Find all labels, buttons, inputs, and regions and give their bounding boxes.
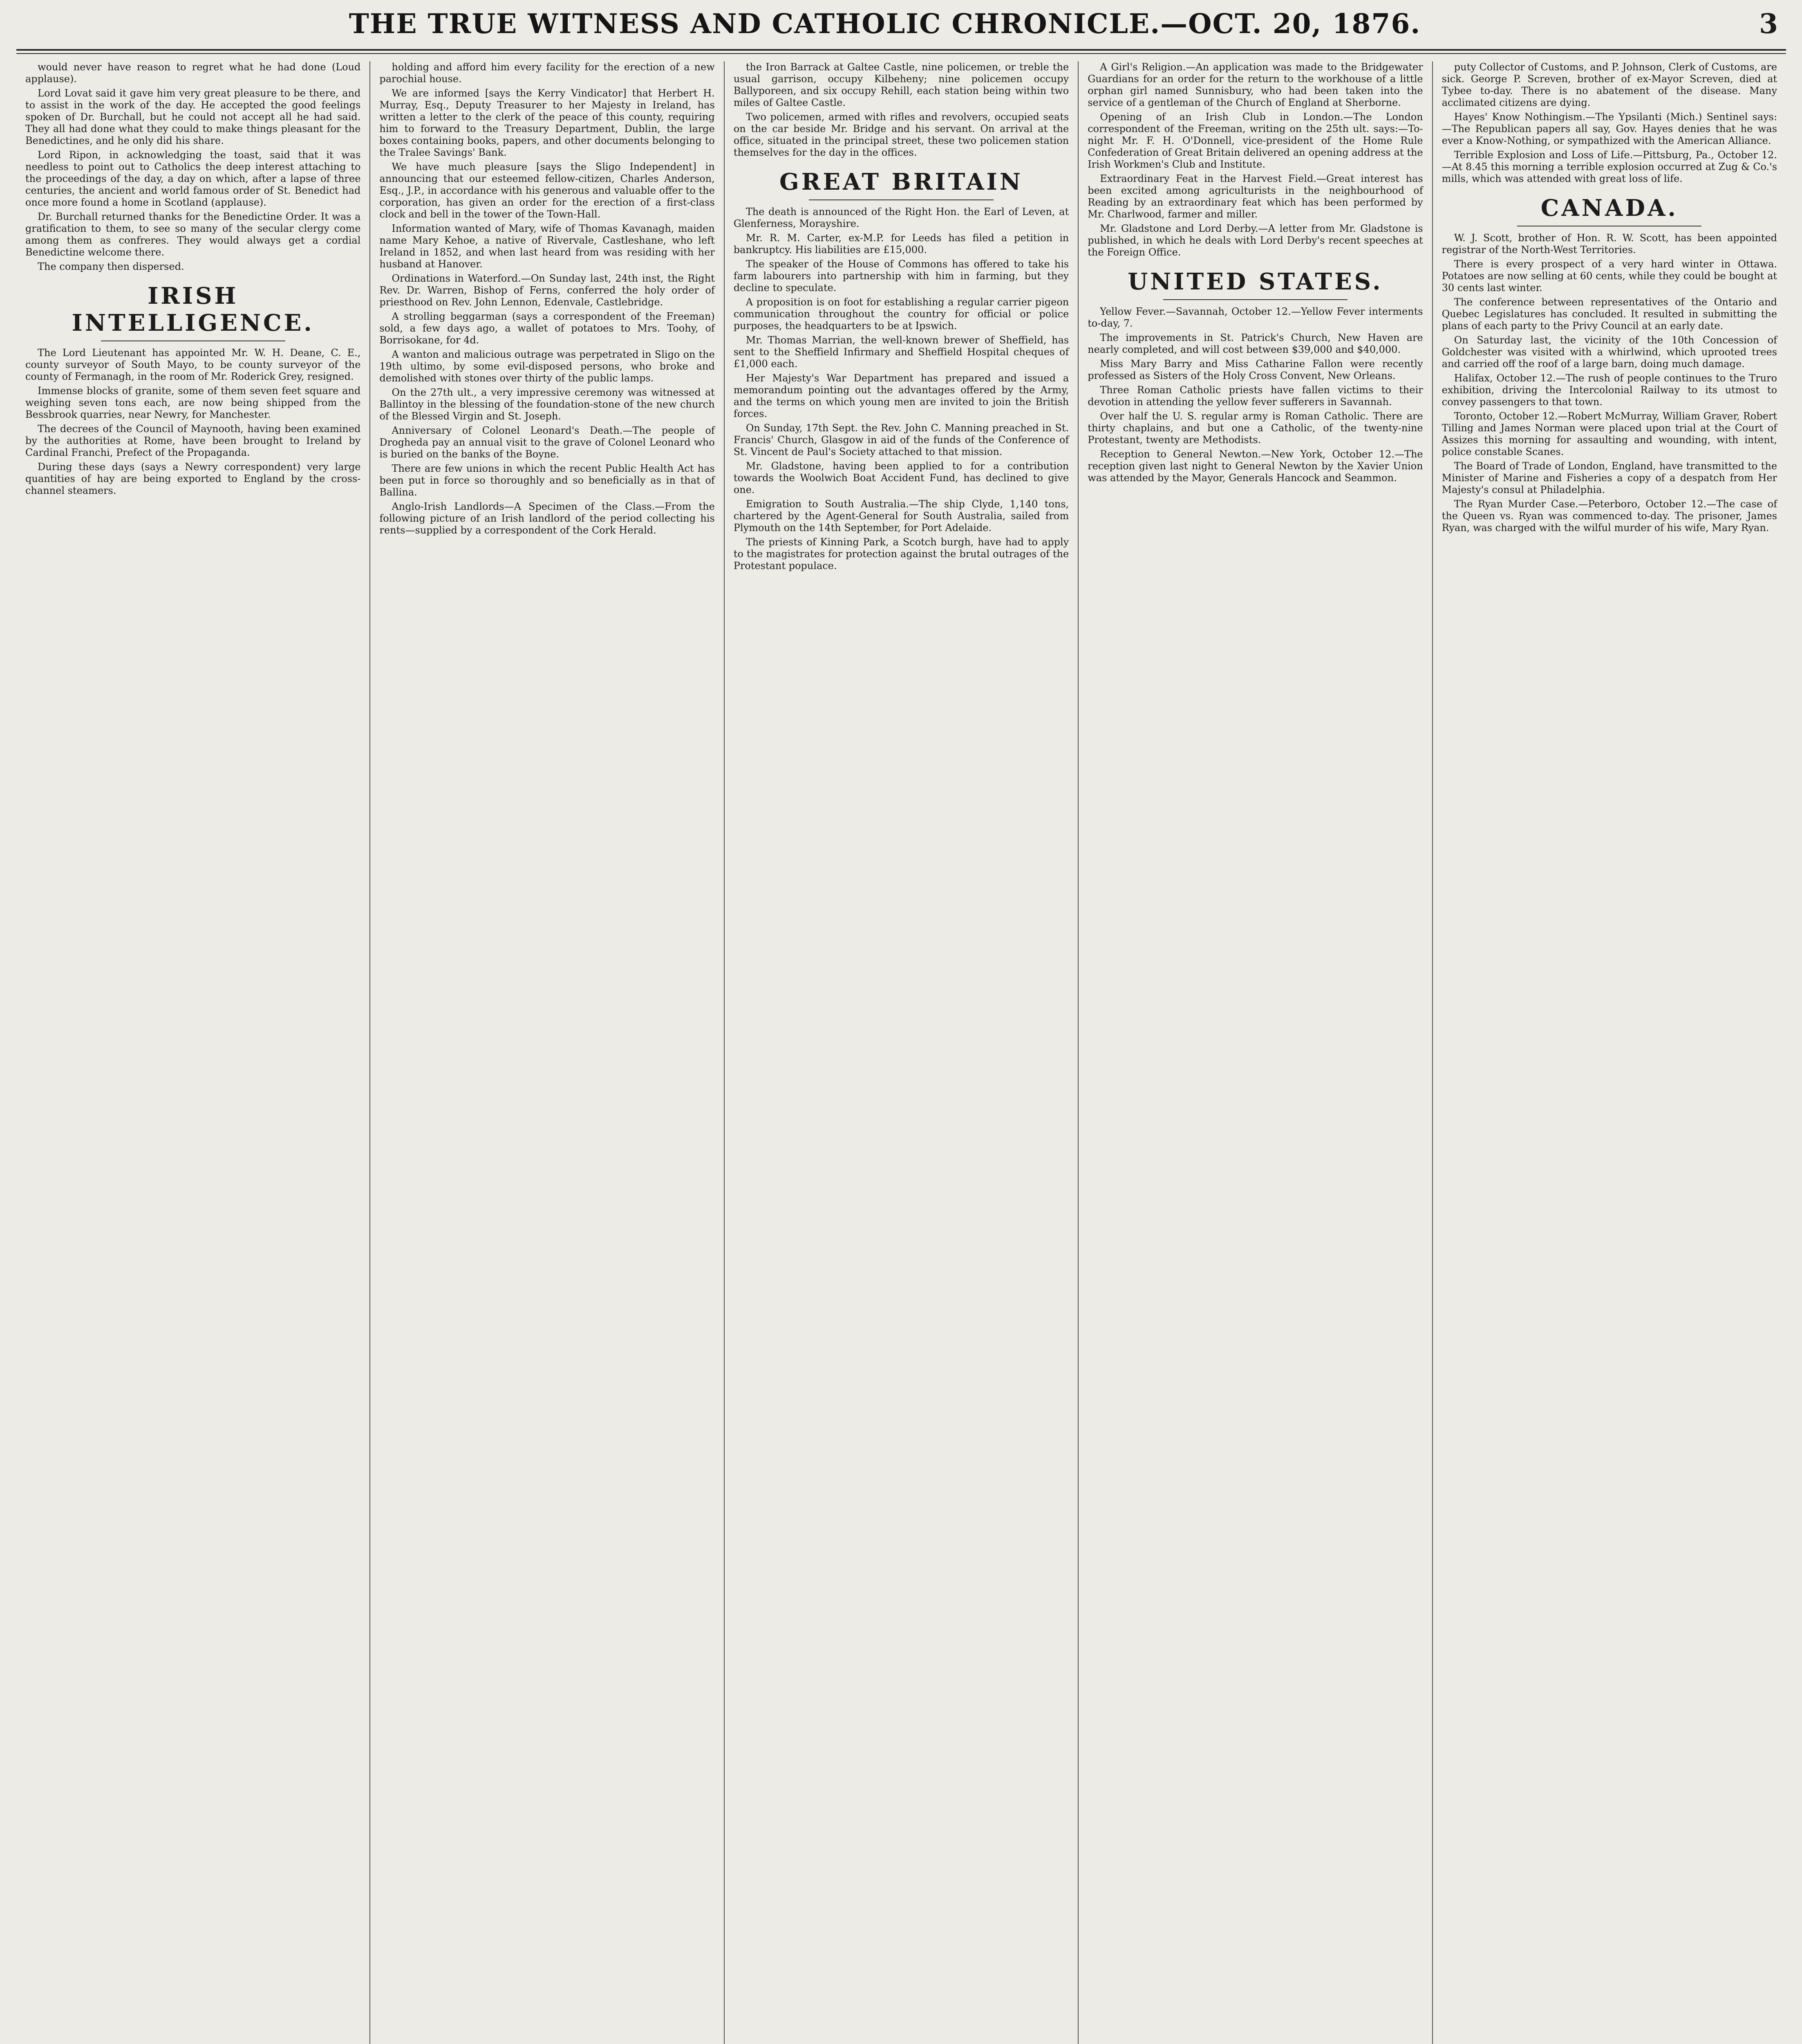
- article-paragraph: The conference between representatives of the Ontario and Quebec Legislatures has concluded. It resulted in submitting the plans of each party to the Privy Council at an early date.: [1442, 296, 1777, 332]
- article-paragraph: We have much pleasure [says the Sligo Independent] in announcing that our esteemed fellow-citizen, Charles Anderson, Esq., J.P., in accordance with his generous and valuable offer to the corporation, has given an order for the erection of a first-class clock and bell in the tower of the Town-Hall.: [379, 161, 715, 220]
- masthead-rule-thin: [16, 53, 1786, 54]
- article-paragraph: On Sunday, 17th Sept. the Rev. John C. Manning preached in St. Francis' Church, Glasgow in aid of the funds of the Conference of St. Vincent de Paul's Society attached to that mission.: [733, 422, 1069, 457]
- article-paragraph: would never have reason to regret what he had done (Loud applause).: [25, 61, 361, 85]
- column-5: [1433, 61, 1786, 2044]
- article-paragraph: Ordinations in Waterford.—On Sunday last, 24th inst, the Right Rev. Dr. Warren, Bishop of Ferns, conferred the holy order of priesthood on Rev. John Lennon, Edenvale, Castlebridge.: [379, 273, 715, 308]
- article-paragraph: holding and afford him every facility for the erection of a new parochial house.: [379, 61, 715, 85]
- article-paragraph: Emigration to South Australia.—The ship Clyde, 1,140 tons, chartered by the Agent-General for South Australia, sailed from Plymouth on the 14th September, for Port Adelaide.: [733, 498, 1069, 533]
- article-paragraph: A Girl's Religion.—An application was made to the Bridgewater Guardians for an order for the return to the workhouse of a little orphan girl named Sunnisbury, who had been taken into the service of a gentleman of the Church of England at Sherborne.: [1088, 61, 1423, 108]
- masthead: [25, 4, 1778, 43]
- article-paragraph: On Saturday last, the vicinity of the 10th Concession of Goldchester was visited with a whirlwind, which uprooted trees and carried off the roof of a large barn, doing much damage.: [1442, 334, 1777, 370]
- section-divider: [1163, 299, 1348, 300]
- article-paragraph: Opening of an Irish Club in London.—The London correspondent of the Freeman, writing on the 25th ult. says:—To-night Mr. F. H. O'Donnell, vice-president of the Home Rule Confederation of Great Britain delivered an opening address at the Irish Workmen's Club and Institute.: [1088, 111, 1423, 170]
- article-paragraph: We are informed [says the Kerry Vindicator] that Herbert H. Murray, Esq., Deputy Treasurer to her Majesty in Ireland, has written a letter to the clerk of the peace of this county, requiring him to forward to the Treasury Department, Dublin, the large boxes containing books, papers, and other documents belonging to the Tralee Savings' Bank.: [379, 87, 715, 158]
- column-1: [16, 61, 370, 2044]
- article-paragraph: Over half the U. S. regular army is Roman Catholic. There are thirty chaplains, and but one a Catholic, of the twenty-nine Protestant, twenty are Methodists.: [1088, 410, 1423, 446]
- section-heading: CANADA.: [1540, 195, 1678, 222]
- section-heading: GREAT BRITAIN: [779, 168, 1023, 195]
- article-paragraph: Mr. Gladstone, having been applied to for a contribution towards the Woolwich Boat Accident Fund, has declined to give one.: [733, 460, 1069, 495]
- article-paragraph: The company then dispersed.: [38, 261, 184, 272]
- article-paragraph: Three Roman Catholic priests have fallen victims to their devotion in attending the yellow fever sufferers in Savannah.: [1088, 384, 1423, 408]
- article-paragraph: Her Majesty's War Department has prepared and issued a memorandum pointing out the advantages offered by the Army, and the terms on which young men are invited to join the British forces.: [733, 372, 1069, 419]
- article-paragraph: The decrees of the Council of Maynooth, having been examined by the authorities at Rome, have been brought to Ireland by Cardinal Franchi, Prefect of the Propaganda.: [25, 423, 361, 458]
- article-paragraph: The Ryan Murder Case.—Peterboro, October 12.—The case of the Queen vs. Ryan was commenced to-day. The prisoner, James Ryan, was charged with the wilful murder of his wife, Mary Ryan.: [1442, 498, 1777, 533]
- article-paragraph: Yellow Fever.—Savannah, October 12.—Yellow Fever interments to-day, 7.: [1088, 306, 1423, 329]
- columns: [16, 61, 1786, 2044]
- article-paragraph: W. J. Scott, brother of Hon. R. W. Scott, has been appointed registrar of the North-West Territories.: [1442, 232, 1777, 256]
- article-paragraph: The improvements in St. Patrick's Church, New Haven are nearly completed, and will cost between $39,000 and $40,000.: [1088, 332, 1423, 355]
- article-paragraph: puty Collector of Customs, and P. Johnson, Clerk of Customs, are sick. George P. Screven, brother of ex-Mayor Screven, died at Tybee to-day. There is no abatement of the disease. Many acclimated citizens are dying.: [1442, 61, 1777, 108]
- column-3: [725, 61, 1079, 2044]
- article-paragraph: A proposition is on foot for establishing a regular carrier pigeon communication throughout the country for official or police purposes, the headquarters to be at Ipswich.: [733, 296, 1069, 332]
- article-paragraph: Terrible Explosion and Loss of Life.—Pittsburg, Pa., October 12.—At 8.45 this morning a terrible explosion occurred at Zug & Co.'s mills, which was attended with great loss of life.: [1442, 149, 1777, 184]
- article-paragraph: The death is announced of the Right Hon. the Earl of Leven, at Glenferness, Morayshire.: [733, 206, 1069, 229]
- section-heading: UNITED STATES.: [1128, 268, 1383, 295]
- article-paragraph: The priests of Kinning Park, a Scotch burgh, have had to apply to the magistrates for protection against the brutal outrages of the Protestant populace.: [733, 536, 1069, 572]
- masthead-title: THE TRUE WITNESS AND CATHOLIC CHRONICLE.—OCT. 20, 1876.: [349, 8, 1421, 40]
- article-paragraph: The speaker of the House of Commons has offered to take his farm labourers into partnership with him in farming, but they decline to speculate.: [733, 258, 1069, 294]
- article-paragraph: Information wanted of Mary, wife of Thomas Kavanagh, maiden name Mary Kehoe, a native of Rivervale, Castleshane, who left Ireland in 1852, and when last heard from was residing with her husband at Hanover.: [379, 223, 715, 270]
- article-paragraph: There is every prospect of a very hard winter in Ottawa. Potatoes are now selling at 60 cents, while they could be bought at 30 cents last winter.: [1442, 258, 1777, 294]
- article-paragraph: Immense blocks of granite, some of them seven feet square and weighing seven tons each, are now being shipped from the Bessbrook quarries, near Newry, for Manchester.: [25, 385, 361, 420]
- article-paragraph: A wanton and malicious outrage was perpetrated in Sligo on the 19th ultimo, by some evil-disposed persons, who broke and demolished with stones over thirty of the public lamps.: [379, 349, 715, 384]
- article-paragraph: A strolling beggarman (says a correspondent of the Freeman) sold, a few days ago, a wallet of potatoes to Mrs. Toohy, of Borrisokane, for 4d.: [379, 311, 715, 346]
- article-paragraph: On the 27th ult., a very impressive ceremony was witnessed at Ballintoy in the blessing of the foundation-stone of the new church of the Blessed Virgin and St. Joseph.: [379, 387, 715, 422]
- article-paragraph: the Iron Barrack at Galtee Castle, nine policemen, or treble the usual garrison, occupy Kilbeheny; nine policemen occupy Ballyporeen, and six occupy Rehill, each station being within two miles of Galtee Castle.: [733, 61, 1069, 108]
- article-paragraph: Toronto, October 12.—Robert McMurray, William Graver, Robert Tilling and James Norman were placed upon trial at the Court of Assizes this morning for assaulting and wounding, with intent, police constable Scanes.: [1442, 410, 1777, 457]
- section-heading: IRISH INTELLIGENCE.: [72, 282, 314, 336]
- section-divider: [809, 199, 993, 200]
- article-paragraph: Miss Mary Barry and Miss Catharine Fallon were recently professed as Sisters of the Holy Cross Convent, New Orleans.: [1088, 358, 1423, 381]
- article-paragraph: Extraordinary Feat in the Harvest Field.—Great interest has been excited among agriculturists in the neighbourhood of Reading by an extraordinary feat which has been performed by Mr. Charlwood, farmer and miller.: [1088, 173, 1423, 220]
- article-paragraph: There are few unions in which the recent Public Health Act has been put in force so thoroughly and so beneficially as in that of Ballina.: [379, 463, 715, 498]
- article-paragraph: The Board of Trade of London, England, have transmitted to the Minister of Marine and Fisheries a copy of a despatch from Her Majesty's consul at Philadelphia.: [1442, 460, 1777, 495]
- article-paragraph: Mr. Gladstone and Lord Derby.—A letter from Mr. Gladstone is published, in which he deals with Lord Derby's recent speeches at the Foreign Office.: [1088, 223, 1423, 258]
- article-paragraph: Mr. R. M. Carter, ex-M.P. for Leeds has filed a petition in bankruptcy. His liabilities are £15,000.: [733, 232, 1069, 256]
- article-paragraph: Halifax, October 12.—The rush of people continues to the Truro exhibition, driving the Intercolonial Railway to its utmost to convey passengers to that town.: [1442, 372, 1777, 408]
- page-number: 3: [1759, 8, 1778, 40]
- article-paragraph: Hayes' Know Nothingism.—The Ypsilanti (Mich.) Sentinel says:—The Republican papers all say, Gov. Hayes denies that he was ever a Know-Nothing, or sympathized with the American Alliance.: [1442, 111, 1777, 146]
- masthead-rule: [16, 49, 1786, 51]
- article-paragraph: Dr. Burchall returned thanks for the Benedictine Order. It was a gratification to them, to see so many of the secular clergy come among them as confreres. They would always get a cordial Benedictine welcome there.: [25, 211, 361, 258]
- article-paragraph: Anniversary of Colonel Leonard's Death.—The people of Drogheda pay an annual visit to the grave of Colonel Leonard who is buried on the banks of the Boyne.: [379, 425, 715, 460]
- article-paragraph: During these days (says a Newry correspondent) very large quantities of hay are being exported to England by the cross-channel steamers.: [25, 461, 361, 496]
- article-paragraph: Two policemen, armed with rifles and revolvers, occupied seats on the car beside Mr. Bridge and his servant. On arrival at the office, situated in the principal street, these two policemen station themselves for the day in the offices.: [733, 111, 1069, 158]
- article-paragraph: Mr. Thomas Marrian, the well-known brewer of Sheffield, has sent to the Sheffield Infirmary and Sheffield Hospital cheques of £1,000 each.: [733, 334, 1069, 370]
- column-2: [370, 61, 724, 2044]
- column-4: [1079, 61, 1433, 2044]
- article-paragraph: The Lord Lieutenant has appointed Mr. W. H. Deane, C. E., county surveyor of South Mayo, to be county surveyor of the county of Fermanagh, in the room of Mr. Roderick Grey, resigned.: [25, 347, 361, 382]
- article-paragraph: Lord Lovat said it gave him very great pleasure to be there, and to assist in the work of the day. He accepted the good feelings spoken of Dr. Burchall, but he could not accept all he had said. They all had done what they could to make things pleasant for the Benedictines, and he only did his share.: [25, 87, 361, 146]
- article-paragraph: Lord Ripon, in acknowledging the toast, said that it was needless to point out to Catholics the deep interest attaching to the proceedings of the day, a day on which, after a lapse of three centuries, the ancient and world famous order of St. Benedict had once more found a home in Scotland (applause).: [25, 149, 361, 208]
- article-paragraph: Anglo-Irish Landlords—A Specimen of the Class.—From the following picture of an Irish landlord of the period collecting his rents—supplied by a correspondent of the Cork Herald.: [379, 501, 715, 536]
- article-paragraph: Reception to General Newton.—New York, October 12.—The reception given last night to General Newton by the Xavier Union was attended by the Mayor, Generals Hancock and Seammon.: [1088, 448, 1423, 484]
